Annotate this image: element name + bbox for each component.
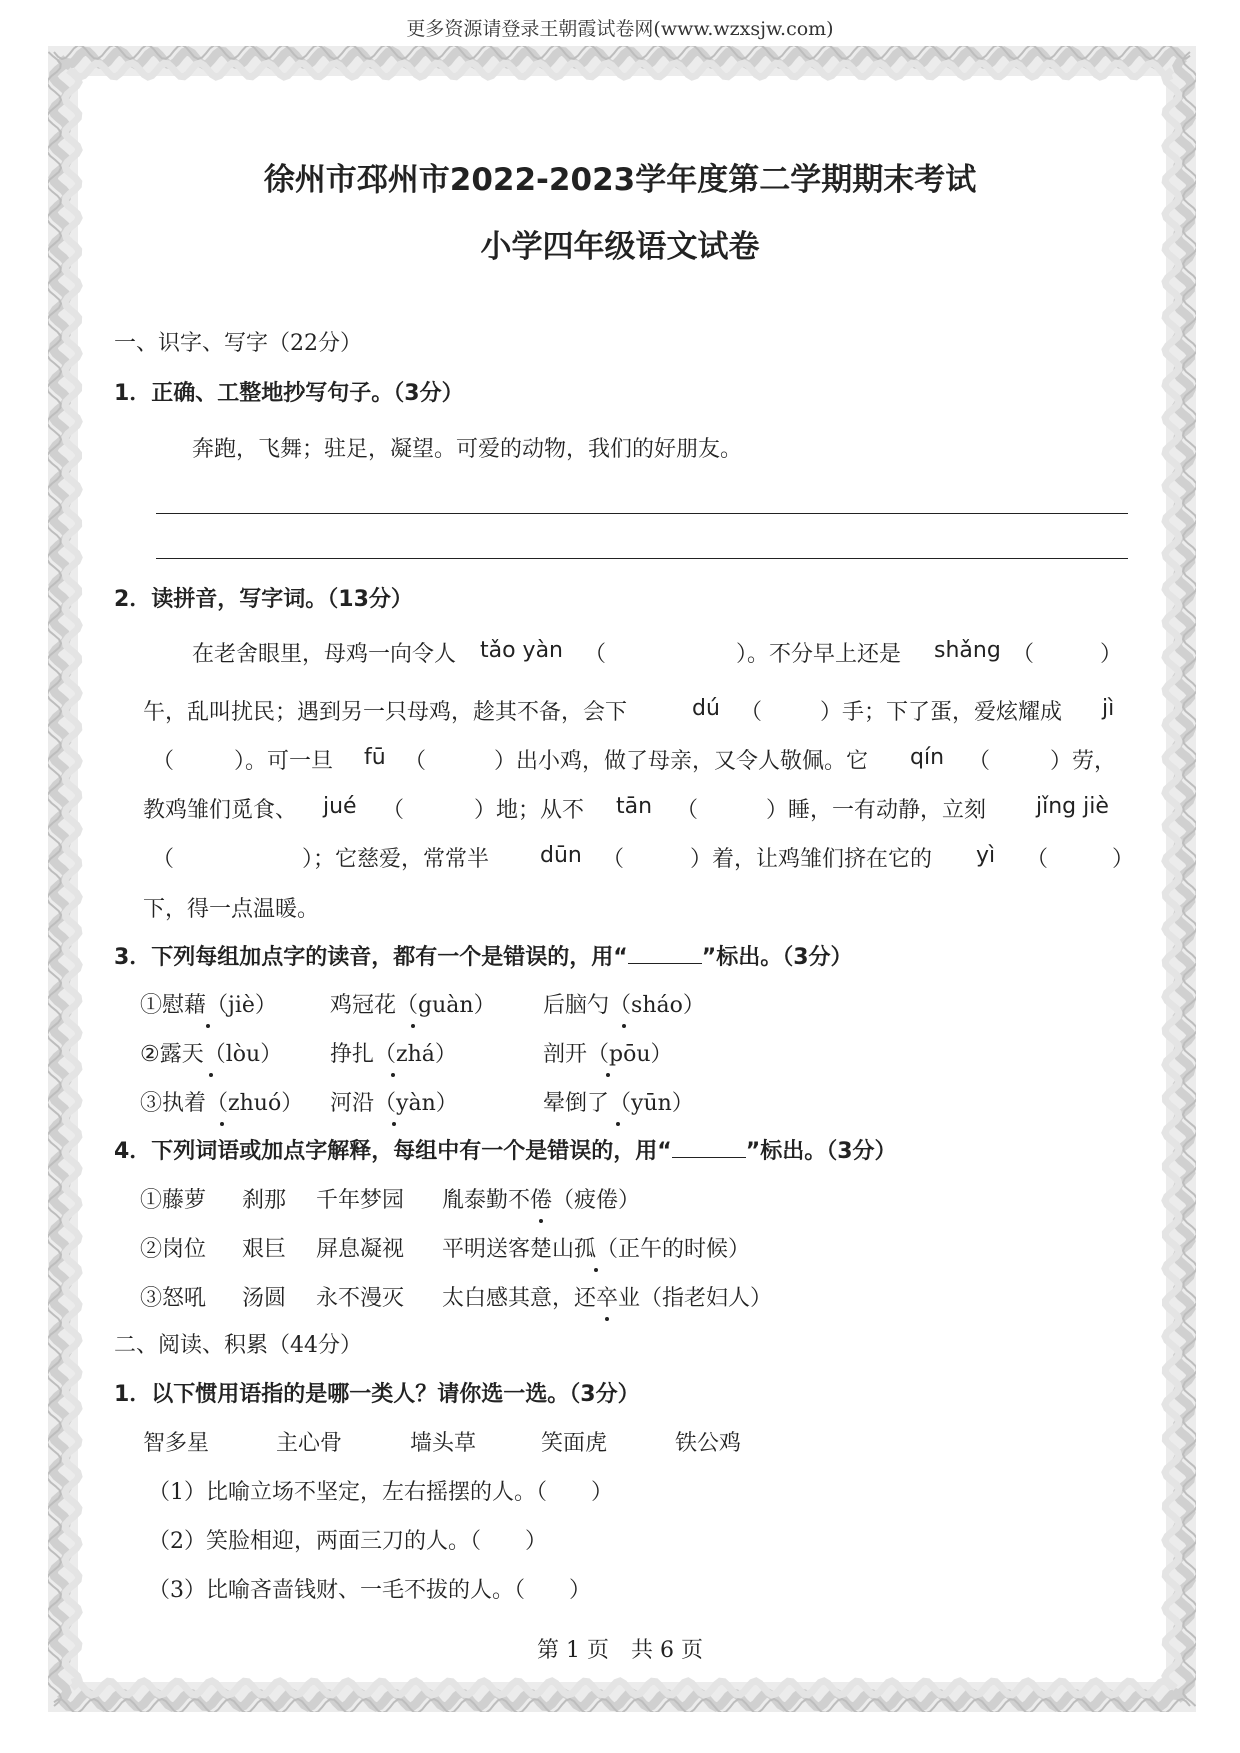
word-part: 意，还卒业（指老妇人） bbox=[530, 1286, 773, 1311]
q2-row-4 bbox=[0, 793, 1240, 823]
q4-word-1[interactable] bbox=[140, 1183, 206, 1214]
word-part: 花 bbox=[374, 993, 397, 1018]
q2-row-3 bbox=[0, 744, 1240, 774]
text: ）手；下了蛋，爱炫耀成 bbox=[820, 700, 1063, 725]
word-part: 汤圆 bbox=[242, 1286, 287, 1311]
q2-label: 2．读拼音，写字词。（13分） bbox=[114, 587, 413, 612]
q3-option-3[interactable] bbox=[543, 1086, 694, 1117]
pinyin-jingjie: jǐng jiè bbox=[1036, 794, 1109, 819]
q4-word-3[interactable] bbox=[316, 1183, 404, 1214]
dotted-char: 倦 bbox=[530, 1183, 552, 1214]
paren-open[interactable]: （ bbox=[740, 700, 763, 725]
q4-phrase[interactable] bbox=[442, 1281, 772, 1312]
pinyin-du: dú bbox=[692, 696, 720, 721]
word-part: 慰 bbox=[162, 993, 185, 1018]
pinyin-qin: qín bbox=[910, 745, 945, 770]
paren-open[interactable]: （ bbox=[1012, 642, 1035, 667]
text: 午，乱叫扰民；遇到另一只母鸡，趁其不备，会下 bbox=[143, 700, 628, 725]
q3-label-b: ”标出。（3分） bbox=[701, 945, 853, 970]
q4-word-2[interactable] bbox=[242, 1281, 286, 1312]
answer-line-2[interactable] bbox=[156, 558, 1128, 559]
word-part: （yàn） bbox=[374, 1091, 458, 1116]
q3-row bbox=[0, 988, 1240, 1018]
q3-option-1[interactable] bbox=[140, 988, 277, 1019]
exam-title: 徐州市邳州市2022-2023学年度第二学期期末考试 bbox=[263, 162, 977, 198]
dotted-char: 其 bbox=[508, 1281, 530, 1312]
paren-open[interactable]: （ bbox=[968, 749, 991, 774]
q3-option-1[interactable] bbox=[140, 1037, 282, 1068]
paren-open[interactable]: （ bbox=[152, 749, 175, 774]
text: ）；它慈爱，常常半 bbox=[302, 847, 490, 872]
q4-word-2[interactable] bbox=[242, 1183, 286, 1214]
word-part: 艰巨 bbox=[242, 1237, 287, 1262]
q1-label: 1．正确、工整地抄写句子。（3分） bbox=[114, 381, 464, 406]
word-part: （pōu） bbox=[587, 1042, 673, 1067]
word-part: 开 bbox=[565, 1042, 588, 1067]
word-part: （lòu） bbox=[203, 1042, 283, 1067]
q2-row-1 bbox=[0, 637, 1240, 667]
q2-row-5 bbox=[0, 842, 1240, 872]
word-part: 千年梦园 bbox=[316, 1188, 405, 1213]
dotted-char: 沿 bbox=[352, 1086, 374, 1117]
paren-open[interactable]: （ bbox=[152, 847, 175, 872]
q4-word-2[interactable] bbox=[242, 1232, 286, 1263]
word-part: （yūn） bbox=[609, 1091, 694, 1116]
word-part: 执 bbox=[162, 1091, 185, 1116]
word-part: ② bbox=[140, 1042, 160, 1067]
q3-option-1[interactable] bbox=[140, 1086, 303, 1117]
word-part: 太白感 bbox=[442, 1286, 509, 1311]
q3-label bbox=[114, 940, 853, 971]
pinyin-fu: fū bbox=[364, 745, 386, 770]
pinyin-dun: dūn bbox=[540, 843, 582, 868]
paren-open[interactable]: （ bbox=[602, 847, 625, 872]
dotted-char: 扎 bbox=[352, 1037, 374, 1068]
q4-label-a: 4．下列词语或加点字解释，每组中有一个是错误的，用“ bbox=[114, 1139, 672, 1164]
q4-label-b: ”标出。（3分） bbox=[745, 1139, 897, 1164]
idiom-option[interactable]: 铁公鸡 bbox=[675, 1431, 742, 1456]
dotted-char: 藉 bbox=[184, 988, 206, 1019]
text: ）出小鸡，做了母亲，又令人敬佩。它 bbox=[494, 749, 869, 774]
q2-row-2 bbox=[0, 695, 1240, 725]
word-part: ① bbox=[140, 993, 163, 1018]
q4-word-1[interactable] bbox=[140, 1232, 206, 1263]
word-part: 永不漫灭 bbox=[316, 1286, 405, 1311]
pinyin-tan: tān bbox=[616, 794, 653, 819]
dotted-char: 冠 bbox=[352, 988, 374, 1019]
exam-subtitle: 小学四年级语文试卷 bbox=[480, 229, 760, 265]
pinyin-taoyan: tǎo yàn bbox=[480, 638, 564, 663]
word-part: 胤泰勤不 bbox=[442, 1188, 531, 1213]
word-part: 刹那 bbox=[242, 1188, 287, 1213]
dotted-char: 着 bbox=[184, 1086, 206, 1117]
text: ）。不分早上还是 bbox=[736, 642, 902, 667]
paren-open[interactable]: （ bbox=[676, 798, 699, 823]
pinyin-yi: yì bbox=[976, 843, 996, 868]
paren-close: ） bbox=[1112, 847, 1135, 872]
text: ）着，让鸡雏们挤在它的 bbox=[690, 847, 933, 872]
q3-option-2[interactable] bbox=[330, 988, 496, 1019]
text: ）。可一旦 bbox=[234, 749, 334, 774]
source-note: 更多资源请登录王朝霞试卷网(www.wzxsjw.com) bbox=[406, 18, 834, 40]
word-part: （zhá） bbox=[374, 1042, 457, 1067]
word-part: ② bbox=[140, 1237, 163, 1262]
word-part: 天 bbox=[181, 1042, 204, 1067]
q3-option-3[interactable] bbox=[543, 1037, 673, 1068]
page-footer: 第 1 页 共 6 页 bbox=[537, 1638, 703, 1663]
q4-word-3[interactable] bbox=[316, 1232, 404, 1263]
word-part: 河 bbox=[330, 1091, 353, 1116]
answer-line-1[interactable] bbox=[156, 513, 1128, 514]
word-part: 藤萝 bbox=[162, 1188, 207, 1213]
word-part: （sháo） bbox=[609, 993, 705, 1018]
text: 在老舍眼里，母鸡一向令人 bbox=[192, 642, 457, 667]
q4-word-3[interactable] bbox=[316, 1281, 404, 1312]
pinyin-jue: jué bbox=[323, 794, 357, 819]
paren-open[interactable]: （ bbox=[382, 798, 405, 823]
q4-row bbox=[0, 1232, 1240, 1262]
word-part: ① bbox=[140, 1188, 163, 1213]
word-part: 怒吼 bbox=[162, 1286, 207, 1311]
paren-open[interactable]: （ bbox=[1026, 847, 1049, 872]
word-part: ③ bbox=[140, 1091, 163, 1116]
section-2-heading: 二、阅读、积累（44分） bbox=[114, 1333, 362, 1358]
idiom-option[interactable]: 墙头草 bbox=[410, 1431, 477, 1456]
dotted-char: 勺 bbox=[587, 988, 609, 1019]
section-1-heading: 一、识字、写字（22分） bbox=[114, 331, 362, 356]
dotted-char: 晕 bbox=[543, 1086, 565, 1117]
q4-phrase[interactable] bbox=[442, 1232, 750, 1263]
q4-phrase[interactable] bbox=[442, 1183, 640, 1214]
text: ）睡，一有动静，立刻 bbox=[766, 798, 987, 823]
q3-blank-line bbox=[628, 945, 702, 964]
q3-label-a: 3．下列每组加点字的读音，都有一个是错误的，用“ bbox=[114, 945, 628, 970]
paren-close: ） bbox=[1100, 642, 1123, 667]
text: ）劳， bbox=[1050, 749, 1117, 774]
word-part: 鸡 bbox=[330, 993, 353, 1018]
q3-option-2[interactable] bbox=[330, 1037, 457, 1068]
word-part: 送客楚山孤（正午的时候） bbox=[486, 1237, 751, 1262]
q4-row bbox=[0, 1281, 1240, 1311]
pinyin-ji: jì bbox=[1102, 696, 1115, 721]
q4-row bbox=[0, 1183, 1240, 1213]
word-part: 平 bbox=[442, 1237, 465, 1262]
q3-option-2[interactable] bbox=[330, 1086, 458, 1117]
q3-row bbox=[0, 1037, 1240, 1067]
word-part: 后脑 bbox=[543, 993, 588, 1018]
pinyin-shang: shǎng bbox=[934, 638, 1001, 663]
s2-q1-item-2: （2）笑脸相迎，两面三刀的人。（ ） bbox=[148, 1529, 547, 1554]
word-part: （疲倦） bbox=[552, 1188, 641, 1213]
word-part: 倒了 bbox=[565, 1091, 610, 1116]
s2-q1-label: 1．以下惯用语指的是哪一类人？请你选一选。（3分） bbox=[114, 1382, 640, 1407]
q3-option-3[interactable] bbox=[543, 988, 705, 1019]
dotted-char: 露 bbox=[160, 1037, 182, 1068]
word-part: （jiè） bbox=[206, 993, 277, 1018]
word-part: （zhuó） bbox=[206, 1091, 304, 1116]
idiom-option[interactable]: 智多星 bbox=[143, 1431, 210, 1456]
dotted-char: 剖 bbox=[543, 1037, 565, 1068]
q4-label bbox=[114, 1134, 897, 1165]
q4-word-1[interactable] bbox=[140, 1281, 206, 1312]
word-part: 岗位 bbox=[162, 1237, 207, 1262]
word-part: （guàn） bbox=[396, 993, 496, 1018]
q3-row bbox=[0, 1086, 1240, 1116]
paren-open[interactable]: （ bbox=[584, 642, 607, 667]
q1-sentence: 奔跑，飞舞；驻足，凝望。可爱的动物，我们的好朋友。 bbox=[192, 437, 743, 462]
s2-q1-item-1: （1）比喻立场不坚定，左右摇摆的人。（ ） bbox=[148, 1480, 613, 1505]
q4-blank-line bbox=[672, 1139, 746, 1158]
text: 教鸡雏们觅食、 bbox=[143, 798, 298, 823]
word-part: 屏息凝视 bbox=[316, 1237, 405, 1262]
text: ）地；从不 bbox=[474, 798, 585, 823]
idiom-option[interactable]: 笑面虎 bbox=[541, 1431, 608, 1456]
s2-q1-item-3: （3）比喻吝啬钱财、一毛不拔的人。（ ） bbox=[148, 1578, 591, 1603]
dotted-char: 明 bbox=[464, 1232, 486, 1263]
word-part: 挣 bbox=[330, 1042, 353, 1067]
idiom-option[interactable]: 主心骨 bbox=[276, 1431, 343, 1456]
q2-row-6: 下，得一点温暖。 bbox=[143, 897, 320, 922]
word-part: ③ bbox=[140, 1286, 163, 1311]
paren-open[interactable]: （ bbox=[404, 749, 427, 774]
